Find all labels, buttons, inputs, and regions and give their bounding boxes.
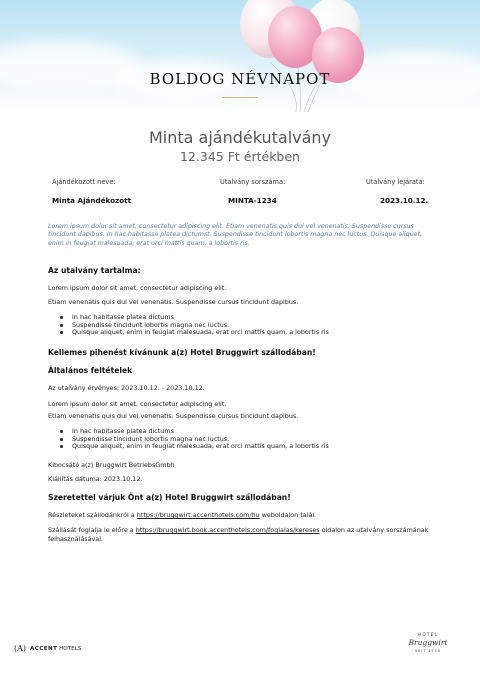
contents-heading: Az utalvány tartalma: xyxy=(48,266,141,275)
balloons-illustration xyxy=(0,0,480,112)
hotel-logo-est: SEIT 1710 xyxy=(414,649,442,653)
booking-link[interactable]: https://bruggwirt.book.accenthotels.com/foglalas/kereses xyxy=(135,526,320,534)
serial-label: Utalvány sorszáma: xyxy=(220,178,286,186)
title-divider xyxy=(222,97,258,98)
terms-paragraph-2: Etiam venenatis quis dui vel venenatis. Suspendisse cursus tincidunt dapibus. xyxy=(48,412,299,420)
booking-suffix: oldalon az utalvány sorszámának felhasználásával. xyxy=(48,526,429,543)
welcome-details xyxy=(48,511,438,520)
accent-suffix: HOTELS xyxy=(59,645,82,652)
accent-hotels-logo xyxy=(14,644,81,653)
terms-bullet-list xyxy=(48,428,438,451)
list-item: In hac habitasse platea dictums xyxy=(60,314,438,322)
bruggwirt-logo xyxy=(404,632,452,653)
contents-paragraph-1: Lorem ipsum dolor sit amet, consectetur adipiscing elit. xyxy=(48,284,227,292)
terms-heading: Általános feltételek xyxy=(48,366,133,375)
terms-validity: Az utalvány érvényes: 2023.10.12. - 2023.10.12. xyxy=(48,384,205,392)
list-item: In hac habitasse platea dictums xyxy=(60,428,438,436)
contents-paragraph-2: Etiam venenatis quis dui vel venenatis. Suspendisse cursus tincidunt dapibus. xyxy=(48,298,299,306)
accent-mark: (A) xyxy=(14,644,27,653)
hotel-website-link[interactable]: https://bruggwirt.accenthotels.com/hu xyxy=(136,511,260,519)
recipient-label: Ajándékozott neve: xyxy=(52,178,116,186)
header-banner xyxy=(0,0,480,112)
expiry-value: 2023.10.12. xyxy=(380,196,429,205)
contents-closing: Kellemes pihenést kívánunk a(z) Hotel Bruggwirt szállodában! xyxy=(48,348,316,357)
voucher-info-row xyxy=(0,178,480,208)
recipient-block xyxy=(52,178,131,205)
hotel-logo-top: HOTEL xyxy=(418,632,438,637)
details-prefix: Részleteket szállodánkról a xyxy=(48,511,137,519)
voucher-title: Minta ajándékutalvány xyxy=(148,128,332,147)
recipient-value: Minta Ajándékozott xyxy=(52,196,132,205)
welcome-heading: Szeretettel várjuk Önt a(z) Hotel Bruggwirt szállodában! xyxy=(48,493,291,502)
accent-brand: ACCENT xyxy=(30,645,58,652)
expiry-label: Utalvány lejárata: xyxy=(366,178,425,186)
serial-value: MINTA-1234 xyxy=(228,196,277,205)
welcome-booking xyxy=(48,526,438,544)
booking-prefix: Szállását foglalja le előre a xyxy=(48,526,136,534)
list-item: Quisque aliquet, enim in feugiat malesuada, erat orci mattis quam, a lobortis ris xyxy=(60,443,438,451)
terms-issuer: Kibocsátó a(z) Bruggwirt BetriebsGmbh xyxy=(48,461,175,469)
greeting-title: BOLDOG NÉVNAPOT xyxy=(149,70,331,88)
voucher-value: 12.345 Ft értékben xyxy=(180,149,300,164)
hotel-logo-name: Bruggwirt xyxy=(408,638,448,647)
list-item: Suspendisse tincidunt lobortis magna nec luctus. xyxy=(60,322,438,330)
serial-block xyxy=(220,178,285,205)
expiry-block xyxy=(366,178,428,205)
list-item: Quisque aliquet, enim in feugiat malesuada, erat orci mattis quam, a lobortis ris xyxy=(60,329,438,337)
details-suffix: weboldalon talál. xyxy=(259,511,317,519)
contents-bullet-list xyxy=(48,314,438,337)
terms-paragraph-1: Lorem ipsum dolor sit amet, consectetur adipiscing elit. xyxy=(48,400,227,408)
intro-text: Lorem ipsum dolor sit amet, consectetur adipiscing elit. Etiam venenatis quis dui vel venenatis. Suspendisse cursus tincidunt dapibus. In hac habitasse platea dictumst. Suspendisse tincidunt lobortis magna nec luctus. Quisque aliquet, enim in feugiat malesuada, erat orci mattis quam, a lobortis ris. xyxy=(48,223,423,247)
list-item: Suspendisse tincidunt lobortis magna nec luctus. xyxy=(60,436,438,444)
terms-issue-date: Kiállítás dátuma: 2023.10.12. xyxy=(48,475,143,483)
